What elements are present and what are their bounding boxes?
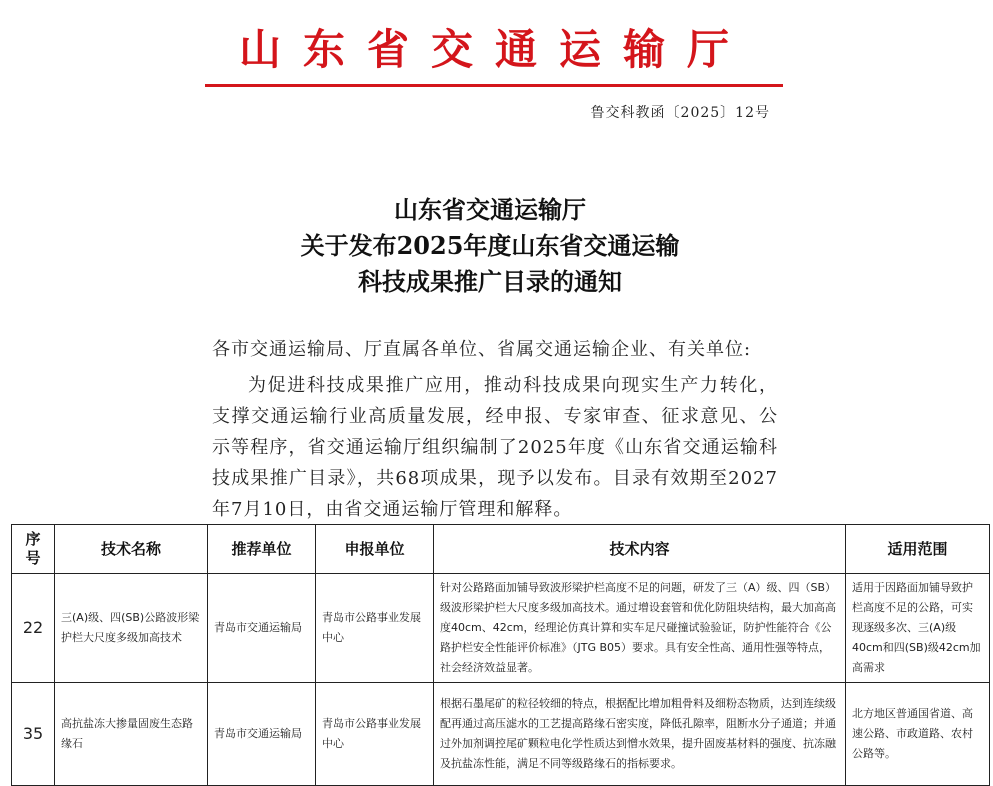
notice-title-line-2: 关于发布2025年度山东省交通运输 [300,231,680,260]
row-recommender: 青岛市交通运输局 [208,574,316,683]
row-applicant: 青岛市公路事业发展中心 [316,574,434,683]
header-applicant: 申报单位 [316,525,434,574]
notice-title-line-3: 科技成果推广目录的通知 [358,267,622,296]
row-scope: 北方地区普通国省道、高速公路、市政道路、农村公路等。 [846,683,990,786]
agency-header-title: 山东省交通运输厅 [238,25,751,74]
row-applicant: 青岛市公路事业发展中心 [316,683,434,786]
document-number: 鲁交科教函〔2025〕12号 [590,105,770,121]
row-seq: 35 [12,683,55,786]
row-scope: 适用于因路面加铺导致护栏高度不足的公路，可实现逐级多次、三(A)级40cm和四(SB)级42cm加高需求 [846,574,990,683]
row-recommender: 青岛市交通运输局 [208,683,316,786]
row-tech-content: 针对公路路面加铺导致波形梁护栏高度不足的问题，研发了三（A）级、四（SB）级波形梁护栏大尺度多级加高技术。通过增设套管和优化防阻块结构，最大加高高度40cm、42cm，经理论仿真计算和实车足尺碰撞试验验证，防护性能符合《公路护栏安全性能评价标准》（JTG B05）要求。具有安全性高、通用性强等特点，社会经济效益显著。 [434,574,846,683]
header-recommender: 推荐单位 [208,525,316,574]
row-seq: 22 [12,574,55,683]
header-seq: 序号 [12,525,55,574]
header-scope: 适用范围 [846,525,990,574]
row-tech-name: 高抗盐冻大掺量固废生态路缘石 [55,683,208,786]
row-tech-content: 根据石墨尾矿的粒径较细的特点，根据配比增加粗骨料及细粉态物质，达到连续级配再通过高压滤水的工艺提高路缘石密实度，降低孔隙率，阻断水分子通道；并通过外加剂调控尾矿颗粒电化学性质达到憎水效果，提升固废基材料的强度、抗冻融及抗盐冻性能，满足不同等级路缘石的指标要求。 [434,683,846,786]
row-tech-name: 三(A)级、四(SB)公路波形梁护栏大尺度多级加高技术 [55,574,208,683]
table-row [12,683,990,786]
achievement-catalog-table [11,524,990,786]
red-header-rule [205,84,783,87]
table-row [12,574,990,683]
header-tech-name: 技术名称 [55,525,208,574]
header-tech-content: 技术内容 [434,525,846,574]
notice-title-line-1: 山东省交通运输厅 [394,195,586,224]
notice-title [150,192,830,300]
addressee-line: 各市交通运输局、厅直属各单位、省属交通运输企业、有关单位: [212,339,752,360]
table-header-row [12,525,990,574]
notice-body-paragraph: 为促进科技成果推广应用，推动科技成果向现实生产力转化，支撑交通运输行业高质量发展，经申报、专家审查、征求意见、公示等程序，省交通运输厅组织编制了2025年度《山东省交通运输科技成果推广目录》，共68项成果，现予以发布。目录有效期至2027年7月10日，由省交通运输厅管理和解释。 [212,375,778,520]
